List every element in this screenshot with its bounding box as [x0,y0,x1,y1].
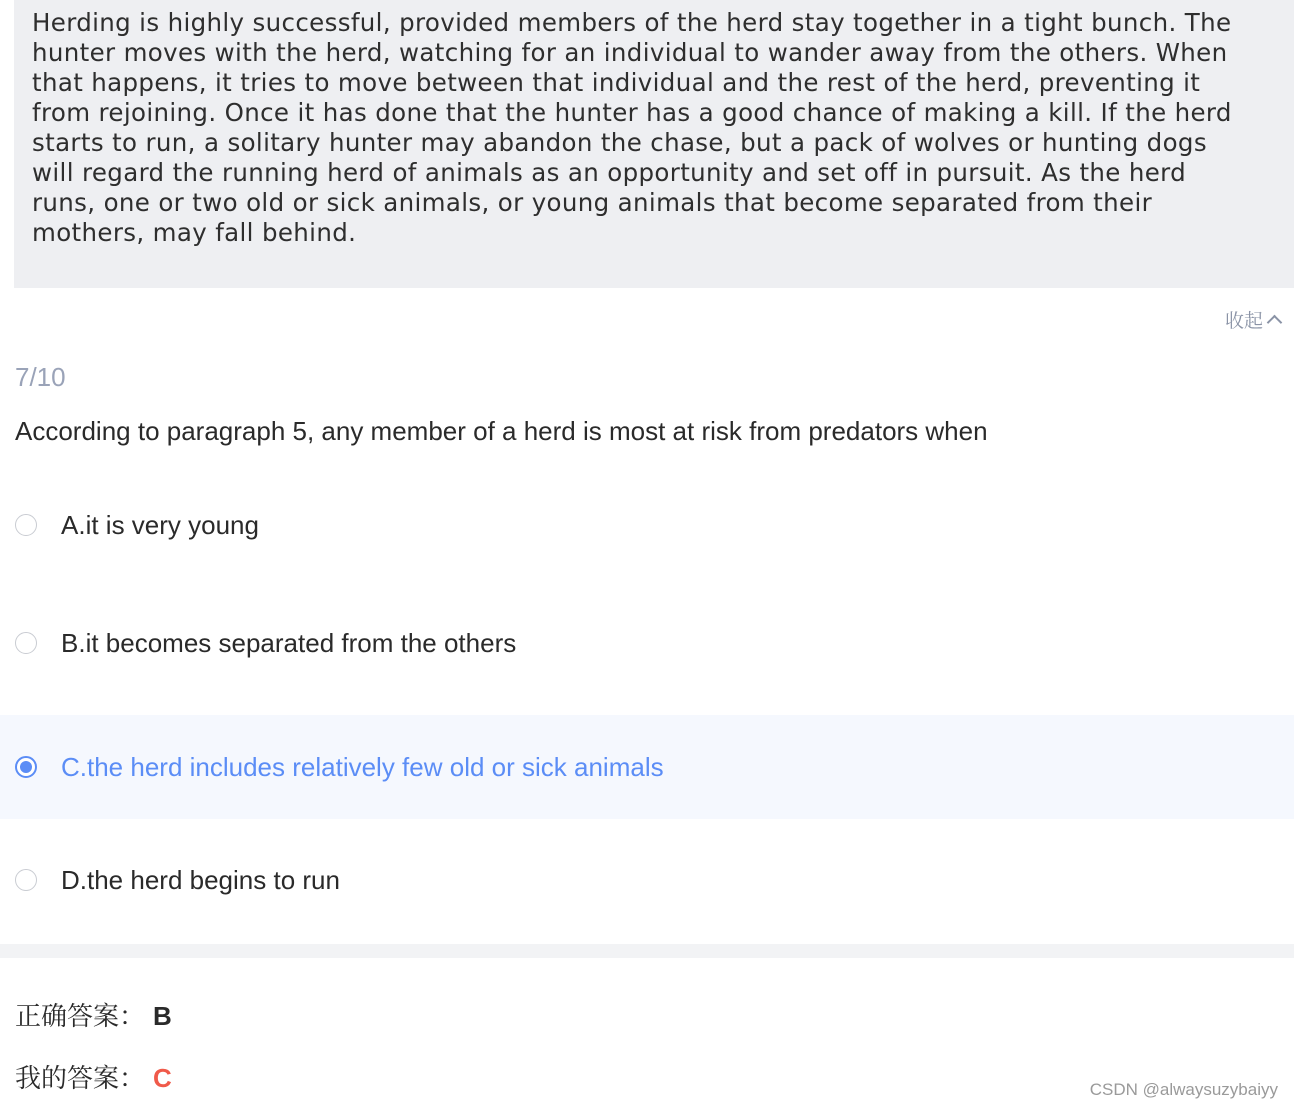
option-label: D.the herd begins to run [61,864,340,895]
option-label: C.the herd includes relatively few old or sick animals [61,751,664,782]
correct-answer-label: 正确答案： [15,1001,146,1031]
section-divider [0,944,1294,958]
question-text: According to paragraph 5, any member of a herd is most at risk from predators when [15,416,988,446]
my-answer-value: C [153,1063,172,1093]
passage-panel [14,0,1294,288]
option-c[interactable] [0,715,1294,819]
passage-line: mothers, may fall behind. [32,218,357,247]
radio-icon[interactable] [15,632,37,654]
option-label: B.it becomes separated from the others [61,627,517,658]
chevron-up-icon [1267,315,1283,331]
radio-selected-icon[interactable] [15,756,37,778]
watermark: CSDN @alwaysuzybaiyy [1089,1080,1278,1099]
option-label: A.it is very young [61,509,259,540]
option-a[interactable] [0,473,1294,577]
passage-line: that happens, it tries to move between that individual and the rest of the herd, preventing it [32,68,1201,97]
passage-line: runs, one or two old or sick animals, or young animals that become separated from their [32,188,1153,217]
my-answer-label: 我的答案： [15,1063,146,1093]
correct-answer-row [15,996,172,1033]
passage-line: will regard the running herd of animals as an opportunity and set off in pursuit. As the herd [32,158,1187,187]
collapse-label: 收起 [1224,311,1263,332]
passage-line: from rejoining. Once it has done that the hunter has a good chance of making a kill. If the herd [32,98,1232,127]
question-progress: 7/10 [15,362,66,392]
option-d[interactable] [0,828,1294,932]
passage-line: Herding is highly successful, provided members of the herd stay together in a tight bunch. The [32,8,1232,37]
passage-line: starts to run, a solitary hunter may abandon the chase, but a pack of wolves or hunting dogs [32,128,1207,157]
radio-icon[interactable] [15,514,37,536]
collapse-button[interactable] [1225,306,1280,333]
correct-answer-value: B [153,1001,172,1031]
option-b[interactable] [0,591,1294,695]
my-answer-row [15,1058,172,1095]
passage-line: hunter moves with the herd, watching for an individual to wander away from the others. When [32,38,1228,67]
radio-icon[interactable] [15,869,37,891]
passage-text [32,8,1276,248]
